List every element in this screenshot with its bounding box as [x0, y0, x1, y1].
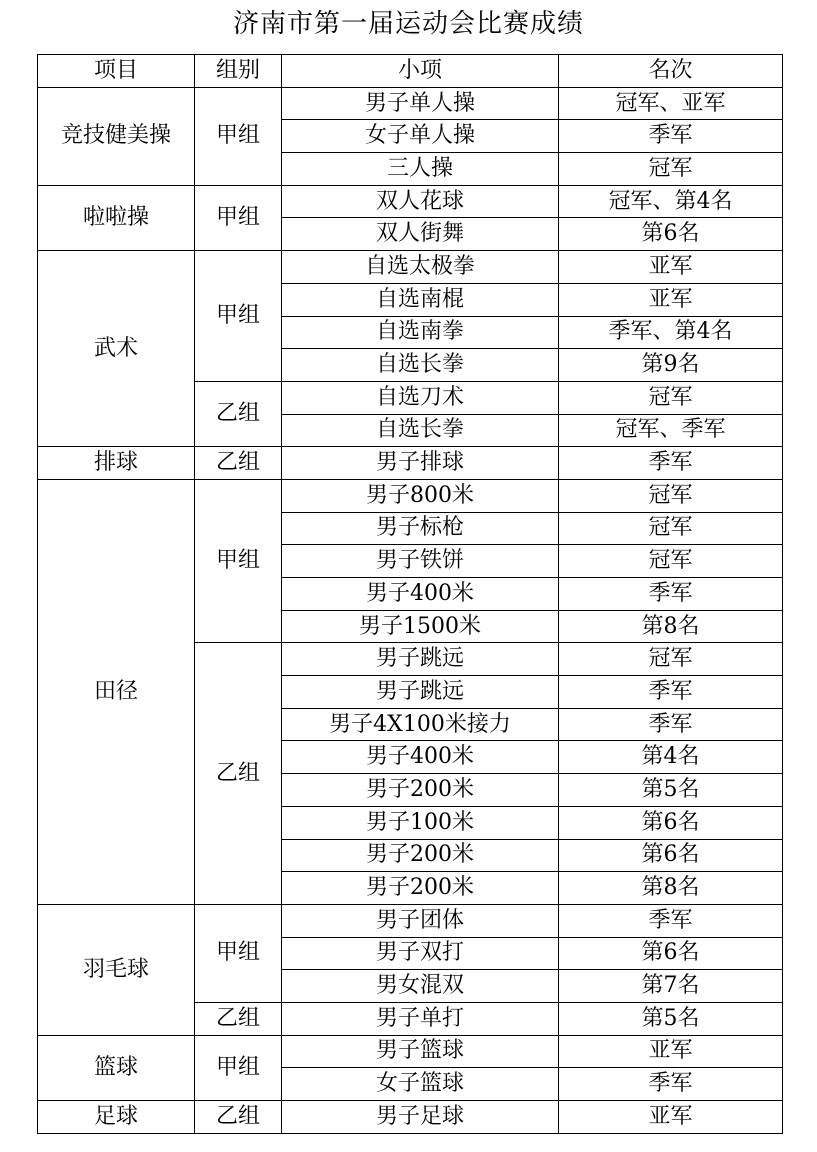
table-row — [38, 1035, 783, 1068]
rank-cell: 季军、第4名 — [559, 316, 783, 349]
header-group: 组别 — [195, 55, 282, 88]
event-cell: 女子篮球 — [282, 1068, 559, 1101]
header-rank: 名次 — [559, 55, 783, 88]
event-cell: 男子400米 — [282, 741, 559, 774]
project-cell: 排球 — [38, 447, 195, 480]
event-cell: 自选长拳 — [282, 349, 559, 382]
group-cell: 甲组 — [195, 479, 282, 642]
rank-cell: 冠军 — [559, 479, 783, 512]
rank-cell: 冠军 — [559, 381, 783, 414]
project-cell: 武术 — [38, 251, 195, 447]
event-cell: 自选长拳 — [282, 414, 559, 447]
rank-cell: 亚军 — [559, 1035, 783, 1068]
event-cell: 男子100米 — [282, 806, 559, 839]
group-cell: 甲组 — [195, 87, 282, 185]
table-row — [38, 447, 783, 480]
header-row — [38, 55, 783, 88]
event-cell: 男子标枪 — [282, 512, 559, 545]
event-cell: 男子篮球 — [282, 1035, 559, 1068]
rank-cell: 第6名 — [559, 806, 783, 839]
project-cell: 田径 — [38, 479, 195, 904]
rank-cell: 第9名 — [559, 349, 783, 382]
rank-cell: 季军 — [559, 708, 783, 741]
project-cell: 篮球 — [38, 1035, 195, 1100]
rank-cell: 冠军、第4名 — [559, 185, 783, 218]
page-title: 济南市第一届运动会比赛成绩 — [232, 9, 584, 39]
group-cell: 乙组 — [195, 1002, 282, 1035]
rank-cell: 第5名 — [559, 774, 783, 807]
header-project: 项目 — [38, 55, 195, 88]
table-row — [38, 904, 783, 937]
rank-cell: 冠军 — [559, 643, 783, 676]
rank-cell: 季军 — [559, 904, 783, 937]
project-cell: 羽毛球 — [38, 904, 195, 1035]
event-cell: 男子排球 — [282, 447, 559, 480]
group-cell: 乙组 — [195, 643, 282, 905]
group-cell: 乙组 — [195, 381, 282, 446]
rank-cell: 冠军、季军 — [559, 414, 783, 447]
table-row — [38, 185, 783, 218]
rank-cell: 亚军 — [559, 1101, 783, 1134]
rank-cell: 第8名 — [559, 872, 783, 905]
rank-cell: 亚军 — [559, 251, 783, 284]
rank-cell: 第8名 — [559, 610, 783, 643]
rank-cell: 亚军 — [559, 283, 783, 316]
rank-cell: 第6名 — [559, 937, 783, 970]
event-cell: 男子单打 — [282, 1002, 559, 1035]
event-cell: 男子1500米 — [282, 610, 559, 643]
group-cell: 乙组 — [195, 447, 282, 480]
event-cell: 双人花球 — [282, 185, 559, 218]
event-cell: 男子单人操 — [282, 87, 559, 120]
event-cell: 男子4X100米接力 — [282, 708, 559, 741]
event-cell: 男子400米 — [282, 578, 559, 611]
project-cell: 足球 — [38, 1101, 195, 1134]
rank-cell: 冠军 — [559, 512, 783, 545]
project-cell: 啦啦操 — [38, 185, 195, 250]
rank-cell: 第6名 — [559, 218, 783, 251]
group-cell: 甲组 — [195, 1035, 282, 1100]
header-event: 小项 — [282, 55, 559, 88]
table-row — [38, 1101, 783, 1134]
rank-cell: 季军 — [559, 120, 783, 153]
event-cell: 男子跳远 — [282, 676, 559, 709]
rank-cell: 季军 — [559, 578, 783, 611]
event-cell: 男子200米 — [282, 774, 559, 807]
rank-cell: 第7名 — [559, 970, 783, 1003]
rank-cell: 季军 — [559, 447, 783, 480]
group-cell: 甲组 — [195, 251, 282, 382]
event-cell: 男子足球 — [282, 1101, 559, 1134]
group-cell: 乙组 — [195, 1101, 282, 1134]
group-cell: 甲组 — [195, 904, 282, 1002]
table-row — [38, 251, 783, 284]
event-cell: 男子200米 — [282, 872, 559, 905]
rank-cell: 冠军、亚军 — [559, 87, 783, 120]
results-body — [38, 87, 783, 1133]
rank-cell: 第4名 — [559, 741, 783, 774]
event-cell: 男子铁饼 — [282, 545, 559, 578]
event-cell: 双人街舞 — [282, 218, 559, 251]
rank-cell: 季军 — [559, 676, 783, 709]
rank-cell: 第6名 — [559, 839, 783, 872]
event-cell: 自选南棍 — [282, 283, 559, 316]
results-table — [37, 54, 783, 1134]
event-cell: 自选南拳 — [282, 316, 559, 349]
event-cell: 自选刀术 — [282, 381, 559, 414]
event-cell: 男子团体 — [282, 904, 559, 937]
project-cell: 竞技健美操 — [38, 87, 195, 185]
event-cell: 男女混双 — [282, 970, 559, 1003]
group-cell: 甲组 — [195, 185, 282, 250]
rank-cell: 第5名 — [559, 1002, 783, 1035]
rank-cell: 季军 — [559, 1068, 783, 1101]
event-cell: 男子800米 — [282, 479, 559, 512]
table-row — [38, 87, 783, 120]
event-cell: 三人操 — [282, 153, 559, 186]
event-cell: 男子双打 — [282, 937, 559, 970]
event-cell: 女子单人操 — [282, 120, 559, 153]
rank-cell: 冠军 — [559, 545, 783, 578]
table-row — [38, 479, 783, 512]
event-cell: 自选太极拳 — [282, 251, 559, 284]
event-cell: 男子跳远 — [282, 643, 559, 676]
event-cell: 男子200米 — [282, 839, 559, 872]
rank-cell: 冠军 — [559, 153, 783, 186]
